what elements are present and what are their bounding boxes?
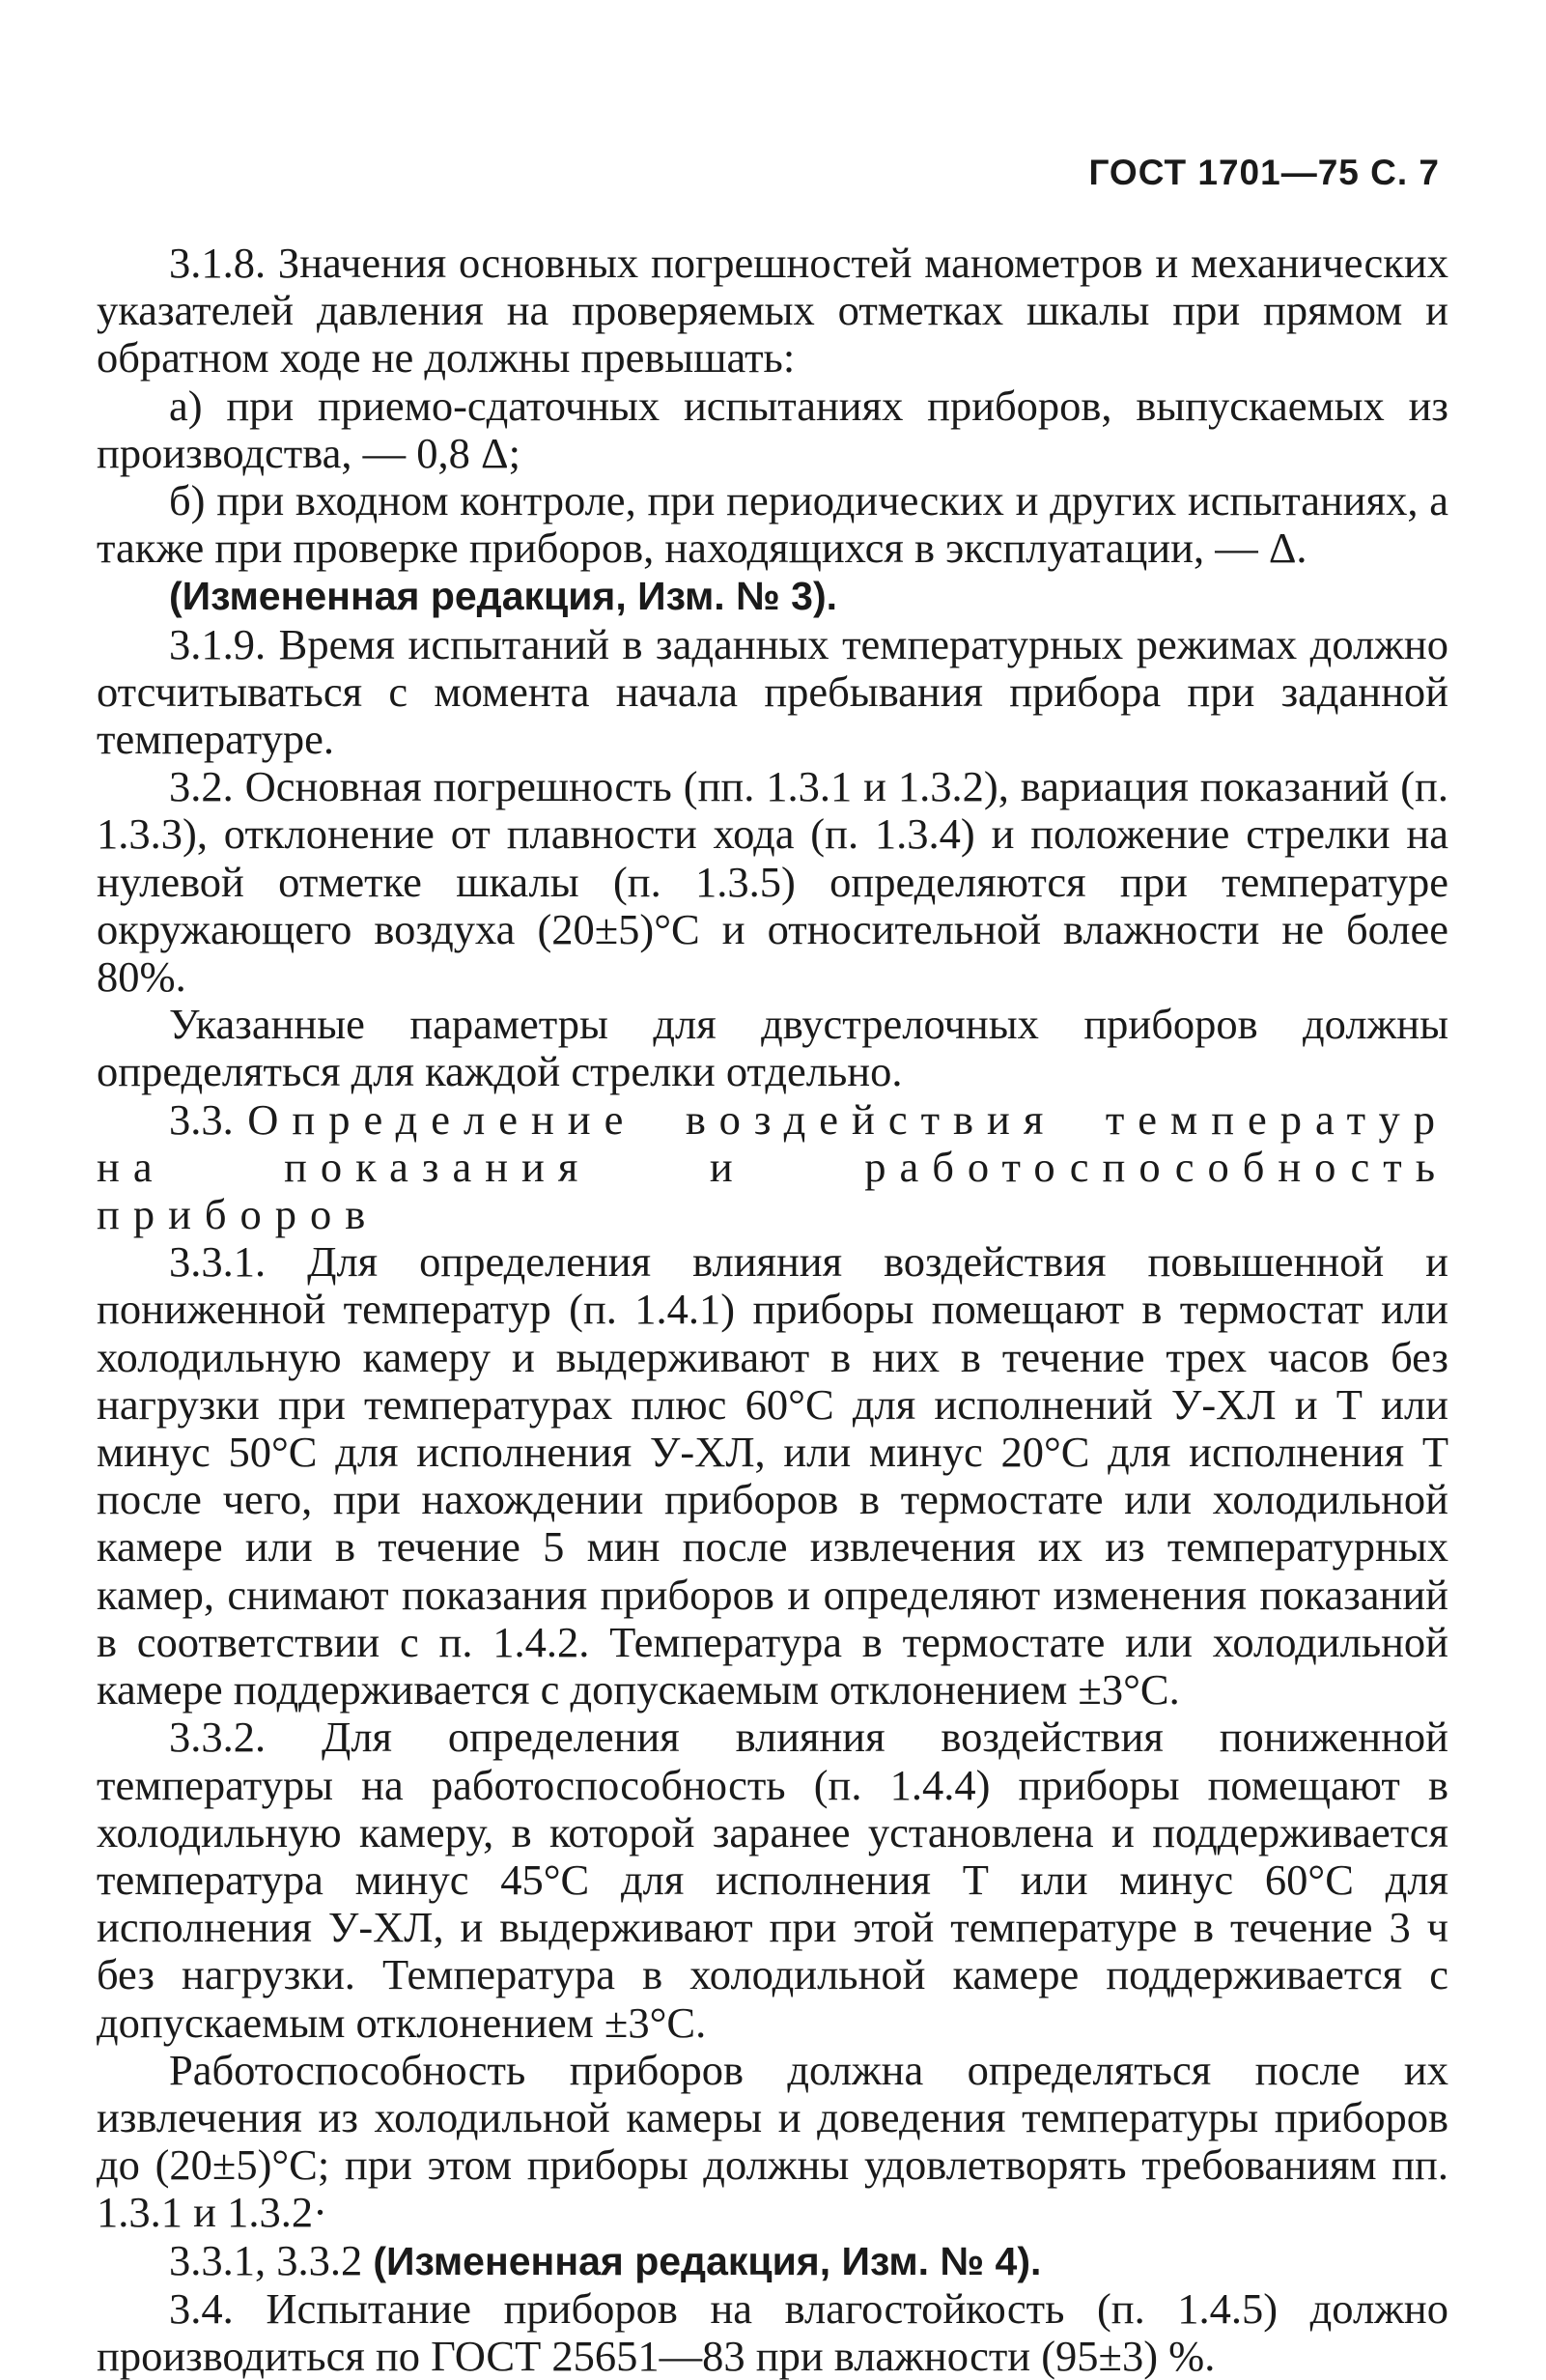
clause-3-3-1: 3.3.1. Для определения влияния воздействия повышенной и пониженной температур (п. 1.4.1) приборы помещают в термостат или холодильную камеру и выдерживают в них в течение трех часов без нагрузки при температурах плюс 60°С для исполнений У-ХЛ и Т или минус 50°С для исполнения У-ХЛ, или минус 20°С для исполнения Т после чего, при нахождении приборов в термостате или холодильной камере или в течение 5 мин после извлечения их из температурных камер, снимают показания приборов и определяют изменения показаний в соответствии с п. 1.4.2. Температура в термостате или холодильной камере поддерживается с допускаемым отклонением ±3°С. (97, 1237, 1448, 1714)
clause-3-3-2-note: Работоспособность приборов должна определяться после их извлечения из холодильной камеры и доведения температуры приборов до (20±5)°С; при этом приборы должны удовлетворять требованиям пп. 1.3.1 и 1.3.2· (97, 2045, 1448, 2237)
amendment-note-4-prefix: 3.3.1, 3.3.2 (169, 2235, 374, 2284)
amendment-note-4-text: (Измененная редакция, Изм. № 4). (373, 2238, 1042, 2283)
section-3-3-heading (97, 1096, 1448, 1239)
clause-3-1-8: 3.1.8. Значения основных погрешностей манометров и механических указателей давления на проверяемых отметках шкалы при прямом и обратном ходе не должны превышать: (97, 239, 1448, 382)
clause-3-2-note: Указанные параметры для двустрелочных приборов должны определяться для каждой стрелки отдельно. (97, 1000, 1448, 1096)
amendment-note-3 (97, 572, 1448, 620)
clause-3-1-9: 3.1.9. Время испытаний в заданных температурных режимах должно отсчитываться с момента начала пребывания прибора при заданной температуре. (97, 619, 1448, 764)
clause-3-2: 3.2. Основная погрешность (пп. 1.3.1 и 1.3.2), вариация показаний (п. 1.3.3), отклонение от плавности хода (п. 1.3.4) и положение стрелки на нулевой отметке шкалы (п. 1.3.5) определяются при температуре окружающего воздуха (20±5)°С и относительной влажности не более 80%. (97, 762, 1448, 1002)
clause-3-4: 3.4. Испытание приборов на влагостойкость (п. 1.4.5) должно производиться по ГОСТ 25651—83 при влажности (95±3) %. (97, 2283, 1448, 2380)
clause-3-1-8-item-b: б) при входном контроле, при периодических и других испытаниях, а также при проверке приборов, находящихся в эксплуатации, — Δ. (97, 476, 1448, 573)
running-header: ГОСТ 1701—75 С. 7 (1088, 153, 1440, 192)
amendment-note-3-text: (Измененная редакция, Изм. № 3). (169, 574, 838, 619)
document-body (97, 240, 1448, 2380)
clause-3-3-2: 3.3.2. Для определения влияния воздействия пониженной температуры на работоспособность (п. 1.4.4) приборы помещают в холодильную камеру, в которой заранее установлена и поддерживается температура минус 45°С для исполнения Т или минус 60°С для исполнения У-ХЛ, и выдерживают при этой температуре в течение 3 ч без нагрузки. Температура в холодильной камере поддерживается с допускаемым отклонением ±3°С. (97, 1713, 1448, 2047)
section-3-3-number: 3.3. (169, 1094, 234, 1144)
section-3-3-title: Определение воздействия температур на показания и работоспособность приборов (97, 1094, 1448, 1239)
amendment-note-4 (97, 2237, 1448, 2285)
clause-3-1-8-item-a: а) при приемо-сдаточных испытаниях приборов, выпускаемых из производства, — 0,8 Δ; (97, 381, 1448, 477)
